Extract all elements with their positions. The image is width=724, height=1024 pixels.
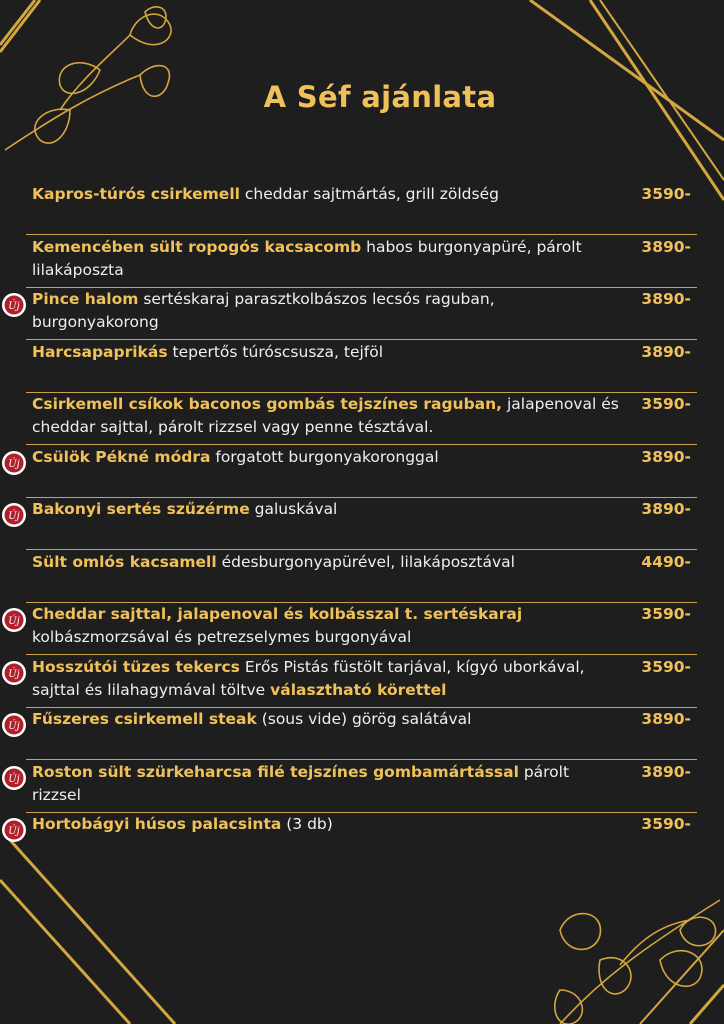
menu-item-description: (3 db) (281, 815, 333, 833)
menu-item-description: párolt rizzsel (32, 762, 570, 804)
menu-item-price: 3590- (641, 657, 691, 676)
menu-item-text (32, 498, 622, 521)
menu-item-text (32, 813, 622, 836)
menu-item-name: Roston sült szürkeharcsa filé tejszínes gombamártással (32, 762, 519, 781)
menu-item (8, 761, 697, 813)
menu-item-price: 3890- (641, 500, 691, 518)
new-badge-label: Új (8, 721, 20, 732)
menu-item-price: 3890- (641, 290, 691, 308)
menu-item-text (32, 341, 622, 364)
menu-item-text (32, 656, 622, 702)
new-badge-label: Új (8, 826, 20, 837)
menu-item (8, 813, 697, 865)
menu-item-text (32, 393, 622, 439)
menu-item-price: 4490- (641, 552, 691, 571)
menu-item-description: cheddar sajtmártás, grill zöldség (239, 185, 499, 203)
menu-item-text (32, 603, 622, 649)
new-badge-icon (1, 660, 27, 686)
menu-item-description: jalapenoval és cheddar sajttal, párolt rizzsel vagy penne tésztával. (32, 395, 619, 436)
menu-item-description: tepertős túróscsusza, tejföl (167, 342, 384, 361)
new-badge-icon (1, 502, 27, 528)
menu-item-name: Kemencében sült ropogós kacsacomb (32, 237, 362, 256)
menu-item-text (32, 761, 622, 807)
menu-item-name: Kapros-túrós csirkemell (32, 185, 240, 203)
menu-item (8, 708, 697, 760)
menu-item-description: kolbászmorzsával és petrezselymes burgonyával (32, 628, 412, 646)
menu-item (8, 498, 697, 550)
new-badge-icon (1, 712, 27, 738)
menu-item-name: Hortobágyi húsos palacsinta (32, 815, 282, 833)
new-badge-label: Új (8, 301, 20, 312)
menu-item (32, 551, 697, 603)
new-badge-icon (1, 817, 27, 843)
menu-item (8, 656, 697, 708)
menu-item-text (32, 551, 622, 574)
menu-item (8, 603, 697, 655)
menu-item-name: Hosszútói tüzes tekercs (32, 657, 240, 676)
new-badge-label: Új (8, 668, 20, 680)
menu-item-description: forgatott burgonyakoronggal (210, 447, 439, 466)
menu-item (8, 446, 697, 498)
menu-item-side-note: választható körettel (270, 680, 447, 699)
new-badge-label: Új (8, 773, 20, 785)
menu-item-price: 3590- (641, 815, 691, 833)
menu-item-price: 3590- (641, 605, 691, 623)
menu-item-price: 3890- (641, 710, 691, 728)
new-badge-icon (1, 450, 27, 476)
menu-item (32, 236, 697, 288)
new-badge-icon (1, 607, 27, 633)
page-title: A Séf ajánlata (263, 80, 497, 114)
menu-item-price: 3890- (641, 342, 691, 361)
menu-item-text (32, 288, 622, 334)
menu-item-name: Bakonyi sertés szűzérme (32, 500, 250, 518)
menu-item-description: habos burgonyapüré, párolt lilakáposzta (32, 237, 582, 279)
menu-item-name: Sült omlós kacsamell (32, 552, 217, 571)
new-badge-label: Új (8, 458, 20, 470)
new-badge-label: Új (8, 616, 20, 627)
menu-item (32, 341, 697, 393)
menu-item-description: (sous vide) görög salátával (256, 710, 472, 728)
menu-item-description: galuskával (249, 500, 338, 518)
new-badge-icon (1, 765, 27, 791)
menu-item (32, 183, 697, 235)
menu-item-description: édesburgonyapürével, lilakáposztával (216, 552, 515, 571)
menu-item (8, 288, 697, 340)
menu-item-price: 3590- (641, 395, 691, 413)
menu-item-price: 3890- (641, 447, 691, 466)
menu-item-text (32, 446, 622, 469)
new-badge-label: Új (8, 511, 20, 522)
menu-item-name: Csirkemell csíkok baconos gombás tejszínes raguban, (32, 395, 503, 413)
menu-item-text (32, 183, 622, 206)
menu-item-text (32, 236, 622, 282)
menu-item-description: Erős Pistás füstölt tarjával, kígyó uborkával, sajttal és lilahagymával töltve (32, 657, 585, 699)
leaf-branch-top-left (5, 7, 171, 150)
menu-item-name: Harcsapaprikás (32, 342, 168, 361)
menu-item-name: Cheddar sajttal, jalapenoval és kolbásszal t. sertéskaraj (32, 605, 523, 623)
menu-item-name: Fűszeres csirkemell steak (32, 710, 257, 728)
menu-item (32, 393, 697, 445)
menu-item-price: 3590- (641, 185, 691, 203)
menu-item-text (32, 708, 622, 731)
menu-item-price: 3890- (641, 762, 691, 781)
menu-item-name: Pince halom (32, 290, 139, 308)
menu-item-description: sertéskaraj parasztkolbászos lecsós raguban, burgonyakorong (32, 290, 495, 331)
menu-item-name: Csülök Pékné módra (32, 447, 211, 466)
new-badge-icon (1, 292, 27, 318)
menu-item-price: 3890- (641, 237, 691, 256)
